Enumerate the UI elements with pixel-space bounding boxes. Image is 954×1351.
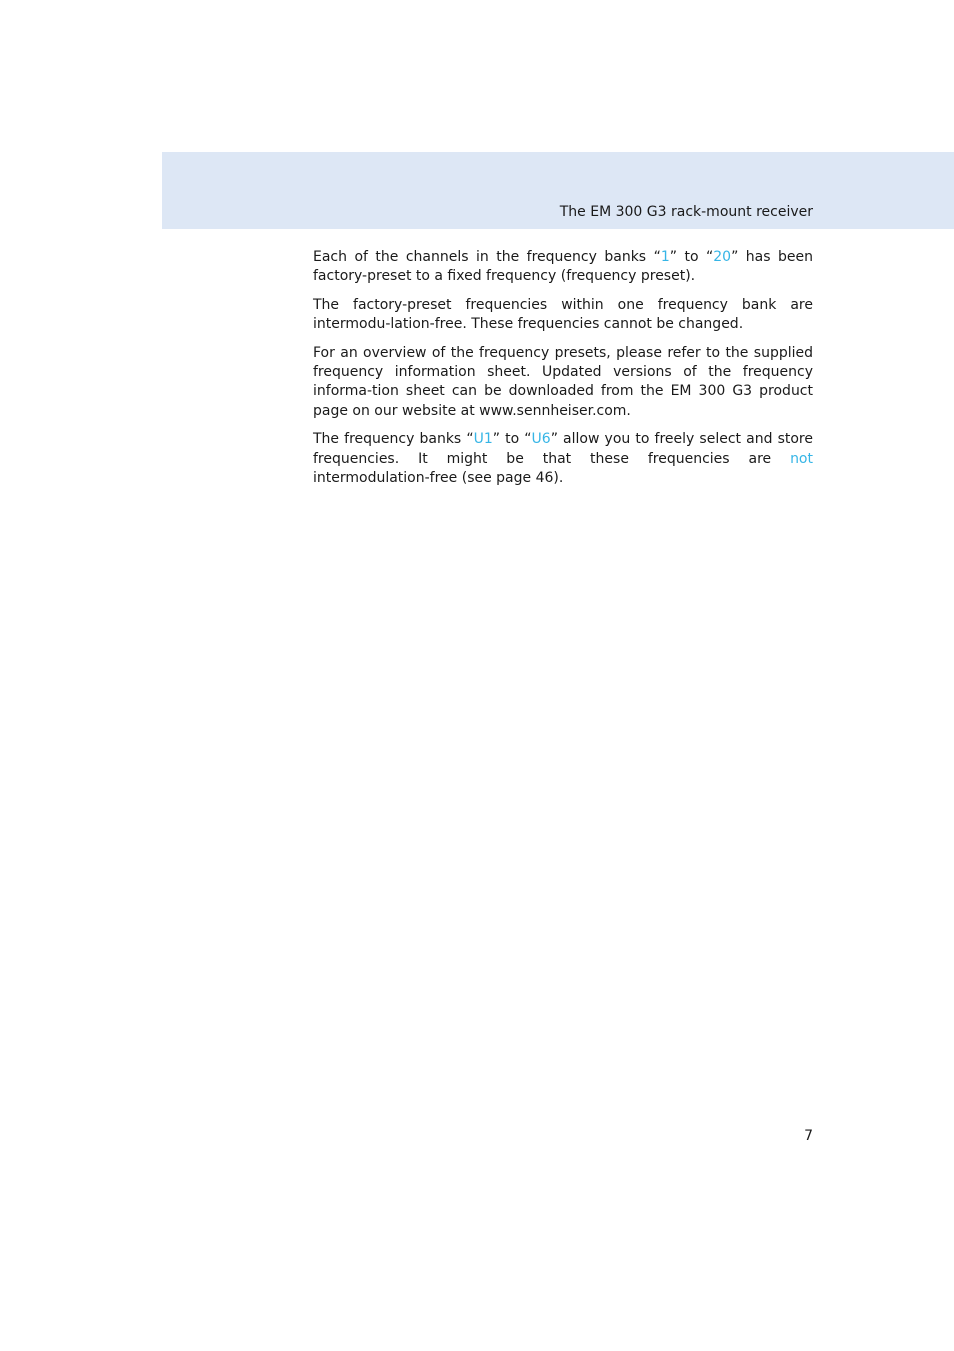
paragraph-frequency-preset-banks	[313, 248, 813, 286]
running-header-title: The EM 300 G3 rack-mount receiver	[559, 204, 813, 220]
paragraph-intermodulation-free: The factory-preset frequencies within one frequency bank are intermodu-lation-free. These frequencies cannot be changed.	[313, 297, 813, 333]
page-number: 7	[804, 1128, 813, 1144]
body-text	[313, 248, 813, 498]
highlight-bank-1: 1	[660, 249, 670, 265]
highlight-bank-20: 20	[713, 249, 732, 265]
header-band	[162, 152, 954, 229]
highlight-bank-u6: U6	[531, 431, 551, 448]
text-fragment: ” to “	[492, 431, 532, 448]
text-fragment: The frequency banks “	[313, 431, 474, 448]
text-fragment: ” has been factory-preset to a fixed frequency (frequency preset).	[313, 249, 813, 285]
paragraph-information-sheet: For an overview of the frequency presets, please refer to the supplied frequency information sheet. Updated versions of the frequency informa-tion sheet can be downloaded from the EM 300 G3 product page on our website at www.sennheiser.com.	[313, 345, 813, 419]
highlight-bank-u1: U1	[473, 431, 493, 448]
text-fragment: Each of the channels in the frequency banks “	[313, 249, 661, 265]
paragraph-user-banks	[313, 430, 813, 488]
text-fragment: ” allow you to freely select and store frequencies. It might be that these frequencies are	[313, 431, 813, 467]
highlight-not: not	[790, 450, 813, 467]
text-fragment: intermodulation-free (see page 46).	[313, 469, 564, 486]
text-fragment: ” to “	[669, 249, 714, 265]
